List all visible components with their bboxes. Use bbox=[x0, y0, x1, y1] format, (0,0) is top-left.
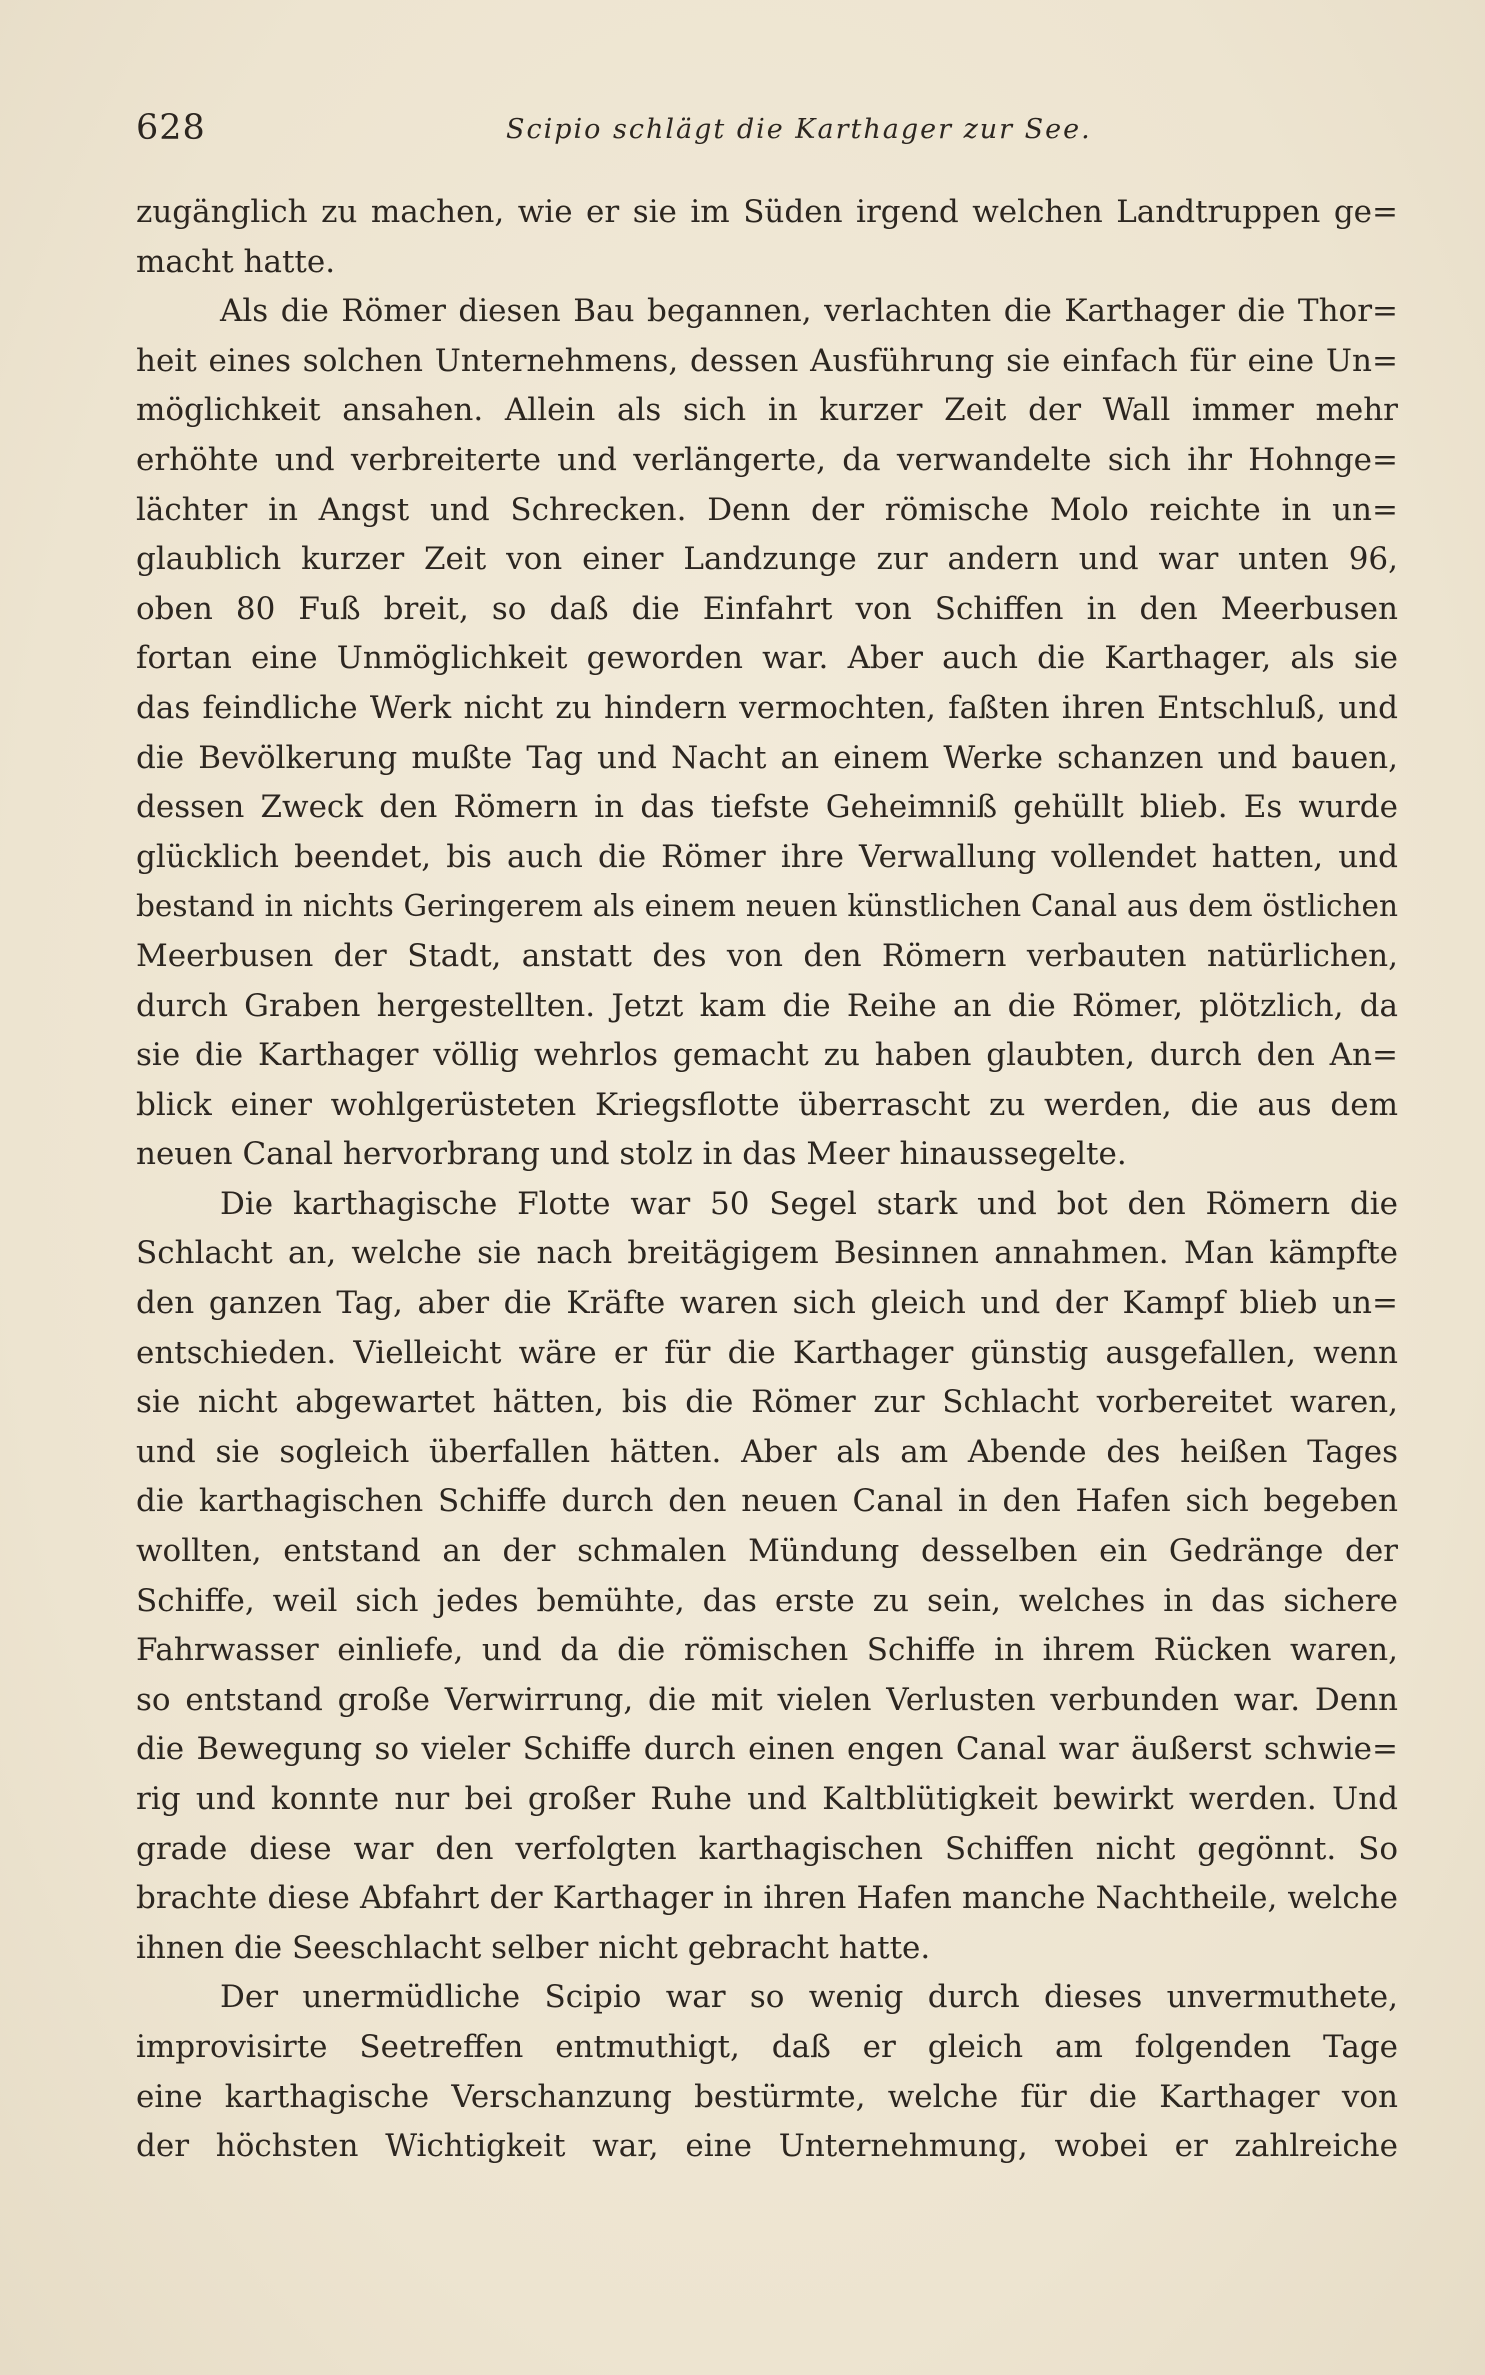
text-line: blick einer wohlgerüsteten Kriegsflotte überrascht zu werden, die aus dem bbox=[136, 1086, 1398, 1123]
text-line: sie nicht abgewartet hätten, bis die Römer zur Schlacht vorbereitet waren, bbox=[136, 1384, 1398, 1421]
text-line: das feindliche Werk nicht zu hindern vermochten, faßten ihren Entschluß, und bbox=[136, 689, 1398, 726]
text-line: Schlacht an, welche sie nach breitägigem Besinnen annahmen. Man kämpfte bbox=[136, 1235, 1398, 1272]
text-line: entschieden. Vielleicht wäre er für die Karthager günstig ausgefallen, wenn bbox=[136, 1334, 1398, 1371]
text-line: glaublich kurzer Zeit von einer Landzunge zur andern und war unten 96, bbox=[136, 541, 1398, 578]
text-line: Fahrwasser einliefe, und da die römischen Schiffe in ihrem Rücken waren, bbox=[136, 1632, 1398, 1669]
text-line: und sie sogleich überfallen hätten. Aber als am Abende des heißen Tages bbox=[136, 1433, 1398, 1470]
text-line: möglichkeit ansahen. Allein als sich in kurzer Zeit der Wall immer mehr bbox=[136, 392, 1398, 429]
text-line: die Bevölkerung mußte Tag und Nacht an einem Werke schanzen und bauen, bbox=[136, 739, 1398, 776]
paragraph bbox=[136, 188, 1398, 287]
text-line: zugänglich zu machen, wie er sie im Süden irgend welchen Landtruppen ge= bbox=[136, 194, 1398, 230]
text-line: wollten, entstand an der schmalen Mündung desselben ein Gedränge der bbox=[136, 1533, 1398, 1570]
text-line: die Bewegung so vieler Schiffe durch einen engen Canal war äußerst schwie= bbox=[136, 1731, 1398, 1768]
text-line: lächter in Angst und Schrecken. Denn der römische Molo reichte in un= bbox=[136, 491, 1398, 528]
text-line: bestand in nichts Geringerem als einem neuen künstlichen Canal aus dem östlichen bbox=[136, 889, 1398, 924]
text-line: Meerbusen der Stadt, anstatt des von den Römern verbauten natürlichen, bbox=[136, 937, 1398, 974]
text-line: sie die Karthager völlig wehrlos gemacht zu haben glaubten, durch den An= bbox=[136, 1037, 1398, 1074]
text-line: brachte diese Abfahrt der Karthager in ihren Hafen manche Nachtheile, welche bbox=[136, 1880, 1398, 1917]
page-header bbox=[136, 108, 1396, 158]
paragraph bbox=[136, 1180, 1398, 1974]
text-line: erhöhte und verbreiterte und verlängerte, da verwandelte sich ihr Hohnge= bbox=[136, 441, 1398, 478]
text-line: die karthagischen Schiffe durch den neuen Canal in den Hafen sich begeben bbox=[136, 1483, 1398, 1520]
text-line: rig und konnte nur bei großer Ruhe und Kaltblütigkeit bewirkt werden. Und bbox=[136, 1781, 1398, 1817]
text-line: dessen Zweck den Römern in das tiefste Geheimniß gehüllt blieb. Es wurde bbox=[136, 789, 1398, 826]
text-line: der höchsten Wichtigkeit war, eine Unternehmung, wobei er zahlreiche bbox=[136, 2128, 1398, 2165]
running-head: Scipio schlägt die Karthager zur See. bbox=[506, 114, 1092, 145]
text-line: Schiffe, weil sich jedes bemühte, das erste zu sein, welches in das sichere bbox=[136, 1582, 1398, 1619]
text-line: den ganzen Tag, aber die Kräfte waren sich gleich und der Kampf blieb un= bbox=[136, 1285, 1398, 1322]
text-line: macht hatte. bbox=[136, 243, 336, 280]
text-line: ihnen die Seeschlacht selber nicht gebracht hatte. bbox=[136, 1929, 931, 1966]
text-line: durch Graben hergestellten. Jetzt kam die Reihe an die Römer, plötzlich, da bbox=[136, 987, 1398, 1024]
text-line: Die karthagische Flotte war 50 Segel stark und bot den Römern die bbox=[220, 1185, 1398, 1222]
page-number: 628 bbox=[136, 108, 206, 148]
paragraph bbox=[136, 287, 1398, 1180]
text-line: heit eines solchen Unternehmens, dessen Ausführung sie einfach für eine Un= bbox=[136, 342, 1398, 379]
text-line: Als die Römer diesen Bau begannen, verlachten die Karthager die Thor= bbox=[220, 293, 1398, 330]
body-text bbox=[136, 188, 1398, 2172]
text-line: neuen Canal hervorbrang und stolz in das Meer hinaussegelte. bbox=[136, 1136, 1127, 1173]
text-line: grade diese war den verfolgten karthagischen Schiffen nicht gegönnt. So bbox=[136, 1830, 1398, 1867]
text-line: improvisirte Seetreffen entmuthigt, daß er gleich am folgenden Tage bbox=[136, 2028, 1398, 2065]
paragraph bbox=[136, 1973, 1398, 2171]
text-line: eine karthagische Verschanzung bestürmte, welche für die Karthager von bbox=[136, 2078, 1398, 2115]
text-line: Der unermüdliche Scipio war so wenig durch dieses unvermuthete, bbox=[220, 1979, 1398, 2016]
text-line: fortan eine Unmöglichkeit geworden war. Aber auch die Karthager, als sie bbox=[136, 640, 1398, 677]
text-line: so entstand große Verwirrung, die mit vielen Verlusten verbunden war. Denn bbox=[136, 1681, 1398, 1718]
text-line: oben 80 Fuß breit, so daß die Einfahrt von Schiffen in den Meerbusen bbox=[136, 590, 1398, 627]
text-line: glücklich beendet, bis auch die Römer ihre Verwallung vollendet hatten, und bbox=[136, 838, 1398, 875]
